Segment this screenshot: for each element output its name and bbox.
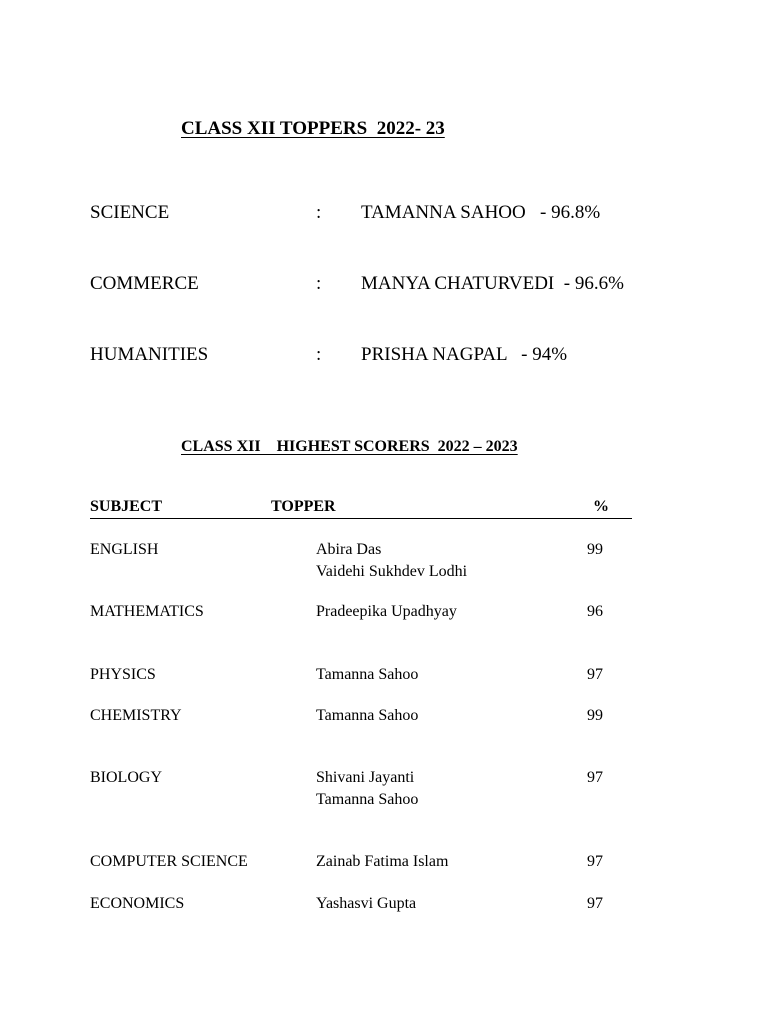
topper-name: Shivani Jayanti <box>316 769 415 786</box>
score-cell: 99 <box>587 541 603 558</box>
score-cell: 97 <box>587 895 603 912</box>
score-cell: 96 <box>587 603 603 620</box>
subject-cell: BIOLOGY <box>90 769 162 786</box>
stream-topper: MANYA CHATURVEDI - 96.6% <box>361 273 624 294</box>
topper-cell <box>316 664 418 686</box>
stream-row-humanities <box>0 344 768 368</box>
topper-cell <box>316 601 457 623</box>
stream-name: COMMERCE <box>90 273 199 294</box>
subject-cell: CHEMISTRY <box>90 707 182 724</box>
subject-cell: MATHEMATICS <box>90 603 204 620</box>
stream-topper: PRISHA NAGPAL - 94% <box>361 344 568 365</box>
stream-name: SCIENCE <box>90 202 170 223</box>
topper-cell <box>316 705 418 727</box>
topper-name: Tamanna Sahoo <box>316 791 419 808</box>
table-header <box>90 498 632 519</box>
topper-cell <box>316 893 416 915</box>
topper-cell <box>316 539 467 583</box>
subject-cell: PHYSICS <box>90 666 156 683</box>
topper-name: Tamanna Sahoo <box>316 666 419 683</box>
section-subtitle: CLASS XII HIGHEST SCORERS 2022 – 2023 <box>181 438 518 455</box>
header-topper: TOPPER <box>271 498 336 515</box>
header-percent: % <box>593 498 609 515</box>
stream-row-commerce <box>0 273 768 297</box>
topper-cell <box>316 851 448 873</box>
stream-colon: : <box>316 273 322 294</box>
subject-cell: ECONOMICS <box>90 895 185 912</box>
stream-name: HUMANITIES <box>90 344 209 365</box>
stream-colon: : <box>316 344 322 365</box>
topper-name: Pradeepika Upadhyay <box>316 603 457 620</box>
topper-name: Tamanna Sahoo <box>316 707 419 724</box>
subject-cell: ENGLISH <box>90 541 159 558</box>
topper-name: Abira Das <box>316 541 382 558</box>
score-cell: 97 <box>587 769 603 786</box>
topper-name: Vaidehi Sukhdev Lodhi <box>316 563 468 580</box>
topper-cell <box>316 767 418 811</box>
score-cell: 97 <box>587 666 603 683</box>
stream-colon: : <box>316 202 322 223</box>
stream-topper: TAMANNA SAHOO - 96.8% <box>361 202 601 223</box>
header-subject: SUBJECT <box>90 498 163 515</box>
topper-name: Zainab Fatima Islam <box>316 853 449 870</box>
subject-cell: COMPUTER SCIENCE <box>90 853 248 870</box>
topper-name: Yashasvi Gupta <box>316 895 417 912</box>
stream-row-science <box>0 202 768 226</box>
score-cell: 97 <box>587 853 603 870</box>
page-title: CLASS XII TOPPERS 2022- 23 <box>181 118 445 139</box>
score-cell: 99 <box>587 707 603 724</box>
